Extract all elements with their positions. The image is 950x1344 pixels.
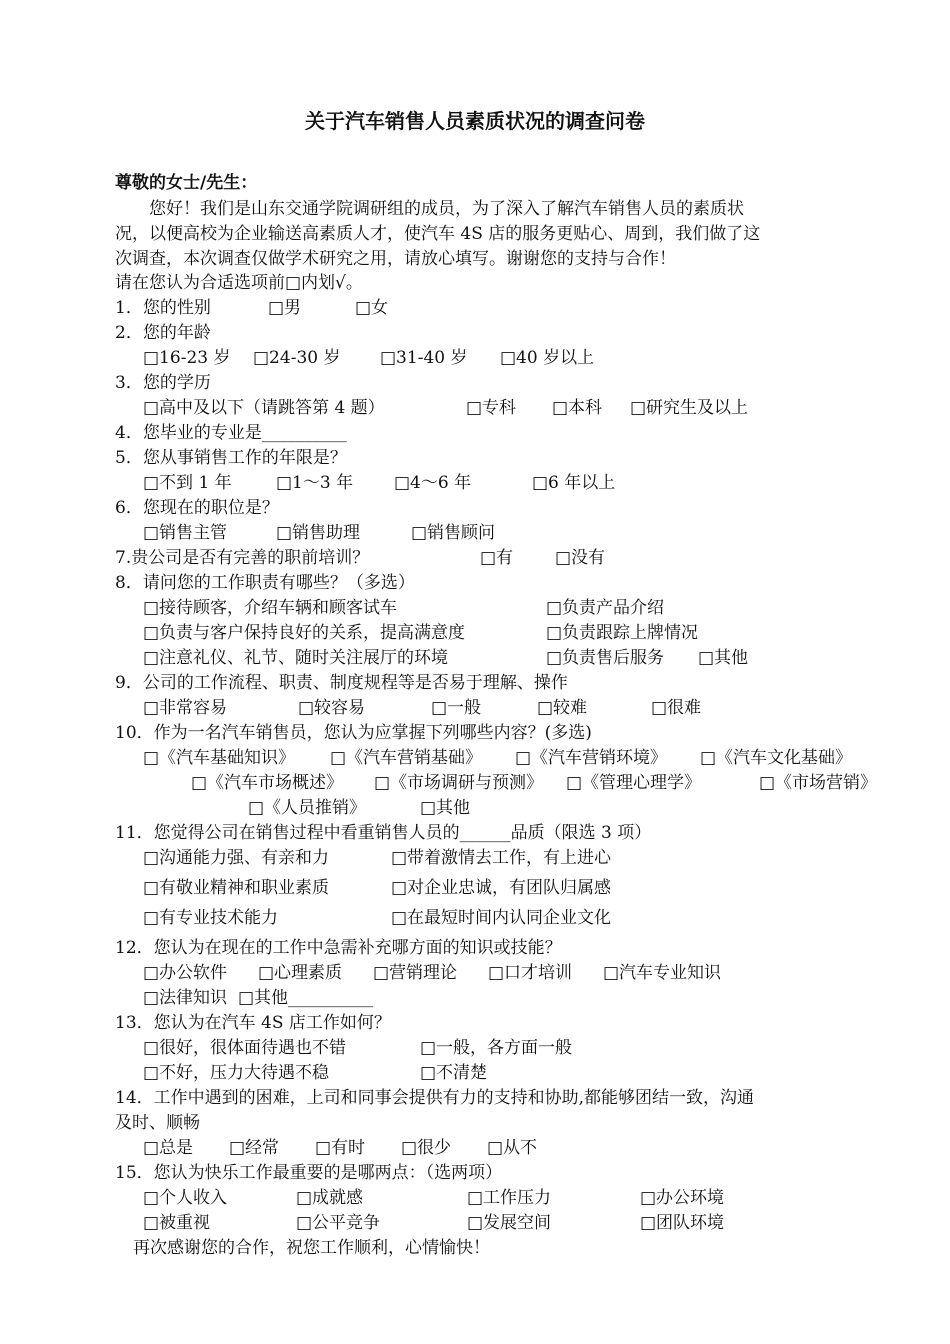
option-checkbox[interactable]: □4～6 年 <box>394 473 472 493</box>
option-checkbox[interactable]: □非常容易 <box>143 698 228 718</box>
option-checkbox[interactable]: □高中及以下（请跳答第 4 题） <box>143 398 385 418</box>
option-checkbox[interactable]: □男 <box>268 298 302 318</box>
option-checkbox[interactable]: □在最短时间内认同企业文化 <box>391 908 612 928</box>
option-checkbox[interactable]: □对企业忠诚，有团队归属感 <box>391 878 612 898</box>
option-checkbox[interactable]: □经常 <box>229 1138 280 1158</box>
option-checkbox[interactable]: □《市场调研与预测》 <box>374 773 544 793</box>
option-checkbox[interactable]: □其他__________ <box>238 988 374 1008</box>
option-checkbox[interactable]: □发展空间 <box>467 1213 552 1233</box>
intro-paragraph <box>115 197 837 272</box>
option-checkbox[interactable]: □《市场营销》 <box>759 773 878 793</box>
option-checkbox[interactable]: □其他 <box>698 648 749 668</box>
option-checkbox[interactable]: □负责售后服务 <box>546 648 665 668</box>
closing-text: 再次感谢您的合作，祝您工作顺利，心情愉快！ <box>133 1238 490 1258</box>
option-checkbox[interactable]: □负责跟踪上牌情况 <box>546 623 699 643</box>
question-8: 8．请问您的工作职责有哪些？（多选） <box>115 573 415 593</box>
option-checkbox[interactable]: □有时 <box>315 1138 366 1158</box>
question-14: 14．工作中遇到的困难，上司和同事会提供有力的支持和协助,都能够团结一致，沟通 <box>115 1088 755 1108</box>
option-checkbox[interactable]: □不清楚 <box>420 1063 488 1083</box>
option-checkbox[interactable]: □有专业技术能力 <box>143 908 279 928</box>
option-checkbox[interactable]: □《汽车营销环境》 <box>515 748 668 768</box>
option-checkbox[interactable]: □心理素质 <box>258 963 343 983</box>
option-checkbox[interactable]: □本科 <box>552 398 603 418</box>
intro-line: 次调查，本次调查仅做学术研究之用，请放心填写。谢谢您的支持与合作！ <box>115 249 676 269</box>
option-checkbox[interactable]: □《汽车营销基础》 <box>330 748 483 768</box>
option-checkbox[interactable]: □法律知识 <box>143 988 228 1008</box>
question-13: 13．您认为在汽车 4S 店工作如何？ <box>115 1013 391 1033</box>
option-checkbox[interactable]: □16-23 岁 <box>143 348 231 368</box>
greeting: 尊敬的女士/先生： <box>115 173 258 193</box>
option-checkbox[interactable]: □很好，很体面待遇也不错 <box>143 1038 347 1058</box>
question-11: 11．您觉得公司在销售过程中看重销售人员的______品质（限选 3 项） <box>115 823 652 843</box>
intro-line: 您好！我们是山东交通学院调研组的成员，为了深入了解汽车销售人员的素质状 <box>115 199 744 219</box>
question-12: 12．您认为在现在的工作中急需补充哪方面的知识或技能？ <box>115 938 562 958</box>
option-checkbox[interactable]: □从不 <box>487 1138 538 1158</box>
option-checkbox[interactable]: □《汽车市场概述》 <box>191 773 344 793</box>
option-checkbox[interactable]: □专科 <box>466 398 517 418</box>
option-checkbox[interactable]: □《管理心理学》 <box>566 773 702 793</box>
question-5: 5．您从事销售工作的年限是？ <box>115 448 347 468</box>
option-checkbox[interactable]: □销售主管 <box>143 523 228 543</box>
option-checkbox[interactable]: □工作压力 <box>467 1188 552 1208</box>
option-checkbox[interactable]: □接待顾客，介绍车辆和顾客试车 <box>143 598 398 618</box>
option-checkbox[interactable]: □《汽车文化基础》 <box>700 748 853 768</box>
option-checkbox[interactable]: □汽车专业知识 <box>603 963 722 983</box>
question-7: 7.贵公司是否有完善的职前培训？ <box>115 548 370 568</box>
option-checkbox[interactable]: □其他 <box>420 798 471 818</box>
option-checkbox[interactable]: □《人员推销》 <box>248 798 367 818</box>
option-checkbox[interactable]: □负责产品介绍 <box>546 598 665 618</box>
option-checkbox[interactable]: □负责与客户保持良好的关系，提高满意度 <box>143 623 466 643</box>
option-checkbox[interactable]: □销售顾问 <box>411 523 496 543</box>
option-checkbox[interactable]: □营销理论 <box>373 963 458 983</box>
option-checkbox[interactable]: □注意礼仪、礼节、随时关注展厅的环境 <box>143 648 449 668</box>
option-checkbox[interactable]: □有敬业精神和职业素质 <box>143 878 330 898</box>
option-checkbox[interactable]: □总是 <box>143 1138 194 1158</box>
option-checkbox[interactable]: □被重视 <box>143 1213 211 1233</box>
option-checkbox[interactable]: □销售助理 <box>276 523 361 543</box>
option-checkbox[interactable]: □1～3 年 <box>276 473 354 493</box>
option-checkbox[interactable]: □办公环境 <box>640 1188 725 1208</box>
option-checkbox[interactable]: □带着激情去工作，有上进心 <box>391 848 612 868</box>
page-title: 关于汽车销售人员素质状况的调查问卷 <box>305 109 645 133</box>
question-15: 15．您认为快乐工作最重要的是哪两点：（选两项） <box>115 1163 503 1183</box>
option-checkbox[interactable]: □有 <box>480 548 514 568</box>
option-checkbox[interactable]: □很少 <box>401 1138 452 1158</box>
option-checkbox[interactable]: □一般，各方面一般 <box>420 1038 573 1058</box>
option-checkbox[interactable]: □6 年以上 <box>532 473 616 493</box>
option-checkbox[interactable]: □女 <box>355 298 389 318</box>
question-9: 9．公司的工作流程、职责、制度规程等是否易于理解、操作 <box>115 673 568 693</box>
option-checkbox[interactable]: □《汽车基础知识》 <box>143 748 296 768</box>
option-checkbox[interactable]: □成就感 <box>296 1188 364 1208</box>
question-3: 3．您的学历 <box>115 373 211 393</box>
option-checkbox[interactable]: □口才培训 <box>488 963 573 983</box>
question-1: 1．您的性别 <box>115 298 211 318</box>
question-6: 6．您现在的职位是？ <box>115 498 279 518</box>
question-2: 2．您的年龄 <box>115 323 211 343</box>
question-4[interactable]: 4．您毕业的专业是__________ <box>115 423 347 443</box>
option-checkbox[interactable]: □24-30 岁 <box>253 348 341 368</box>
option-checkbox[interactable]: □办公软件 <box>143 963 228 983</box>
option-checkbox[interactable]: □沟通能力强、有亲和力 <box>143 848 330 868</box>
option-checkbox[interactable]: □没有 <box>555 548 606 568</box>
option-checkbox[interactable]: □一般 <box>431 698 482 718</box>
question-10: 10．作为一名汽车销售员，您认为应掌握下列哪些内容？(多选) <box>115 723 592 743</box>
option-checkbox[interactable]: □团队环境 <box>640 1213 725 1233</box>
option-checkbox[interactable]: □很难 <box>651 698 702 718</box>
option-checkbox[interactable]: □31-40 岁 <box>380 348 468 368</box>
option-checkbox[interactable]: □不到 1 年 <box>143 473 232 493</box>
option-checkbox[interactable]: □个人收入 <box>143 1188 228 1208</box>
option-checkbox[interactable]: □较难 <box>537 698 588 718</box>
question-14-continued: 及时、顺畅 <box>115 1113 200 1133</box>
intro-line: 况，以便高校为企业输送高素质人才，使汽车 4S 店的服务更贴心、周到，我们做了这 <box>115 224 761 244</box>
option-checkbox[interactable]: □公平竞争 <box>296 1213 381 1233</box>
option-checkbox[interactable]: □研究生及以上 <box>630 398 749 418</box>
option-checkbox[interactable]: □不好，压力大待遇不稳 <box>143 1063 330 1083</box>
option-checkbox[interactable]: □较容易 <box>298 698 366 718</box>
option-checkbox[interactable]: □40 岁以上 <box>500 348 595 368</box>
instruction: 请在您认为合适选项前□内划√。 <box>115 273 363 293</box>
